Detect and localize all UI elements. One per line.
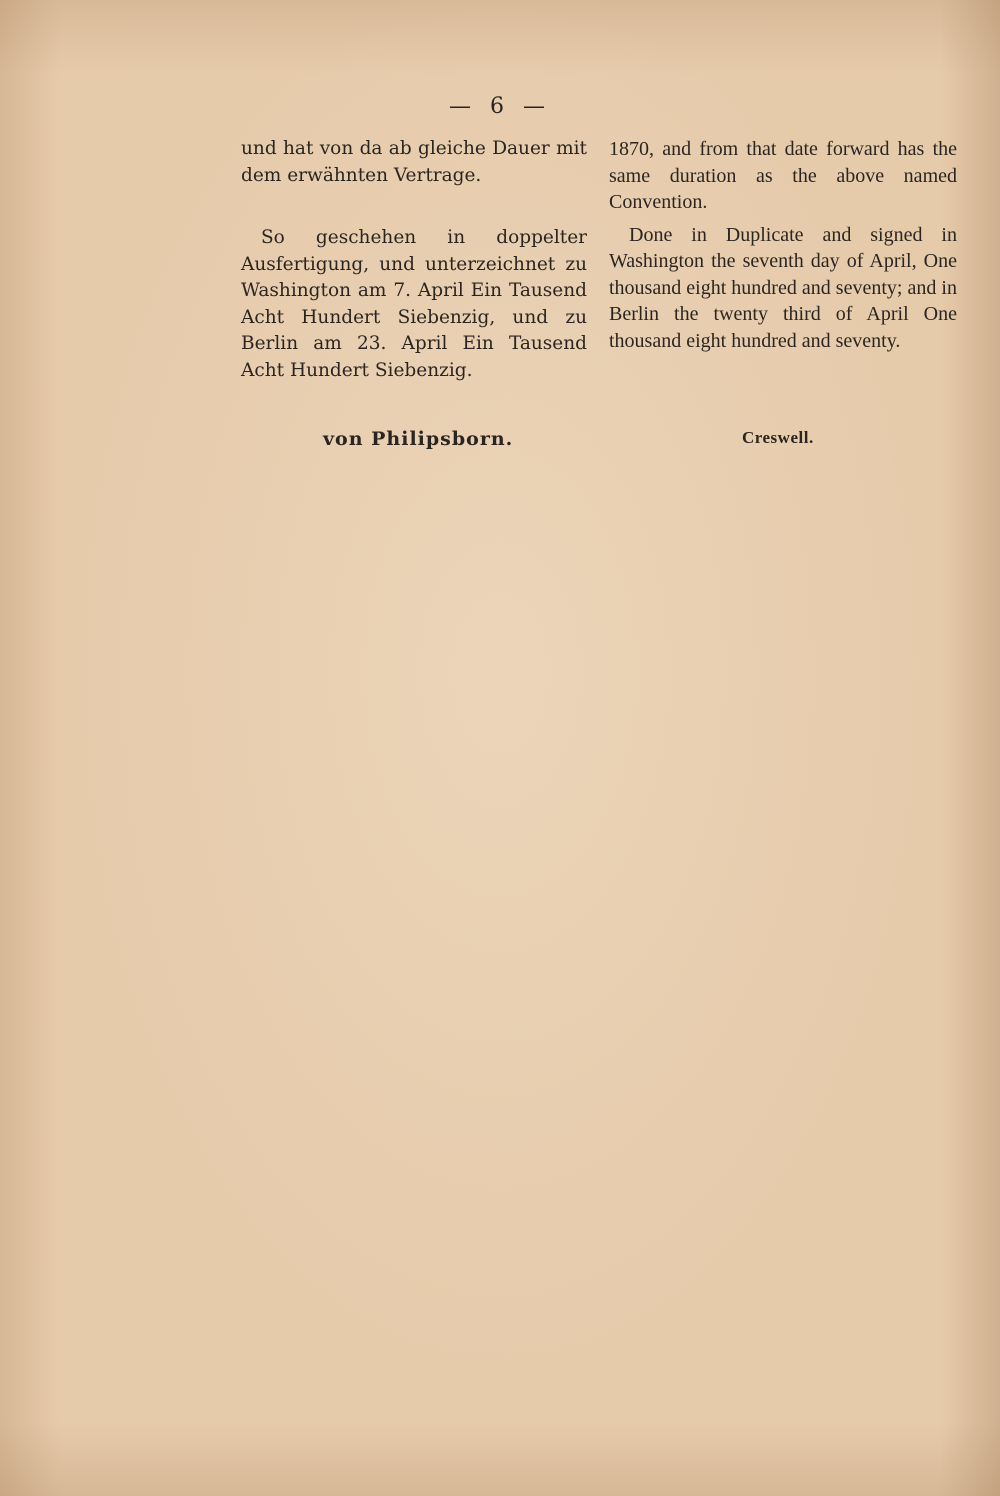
- german-paragraph-1: und hat von da ab gleiche Dauer mit dem erwähnten Vertrage.: [241, 138, 587, 186]
- bleed-through-left: [240, 490, 580, 1050]
- page-number: — 6 —: [449, 94, 551, 119]
- bleed-through-right: [608, 490, 956, 1050]
- english-signature: Creswell.: [742, 428, 814, 447]
- german-signature: von Philipsborn.: [323, 428, 514, 450]
- english-paragraph-2: Done in Duplicate and signed in Washington the seventh day of April, One thousand eight hundred and seventy; and in Berlin the twenty third of April One thousand eight hundred and seventy.: [609, 223, 957, 352]
- german-paragraph-2: So geschehen in doppelter Ausfertigung, und unterzeichnet zu Washington am 7. April Ein Tausend Acht Hundert Siebenzig, und zu Berlin am 23. April Ein Tausend Acht Hundert Siebenzig.: [241, 227, 587, 381]
- english-column: [609, 136, 957, 354]
- german-column: [241, 136, 587, 384]
- english-paragraph-1: 1870, and from that date forward has the same duration as the above named Convention.: [609, 138, 957, 213]
